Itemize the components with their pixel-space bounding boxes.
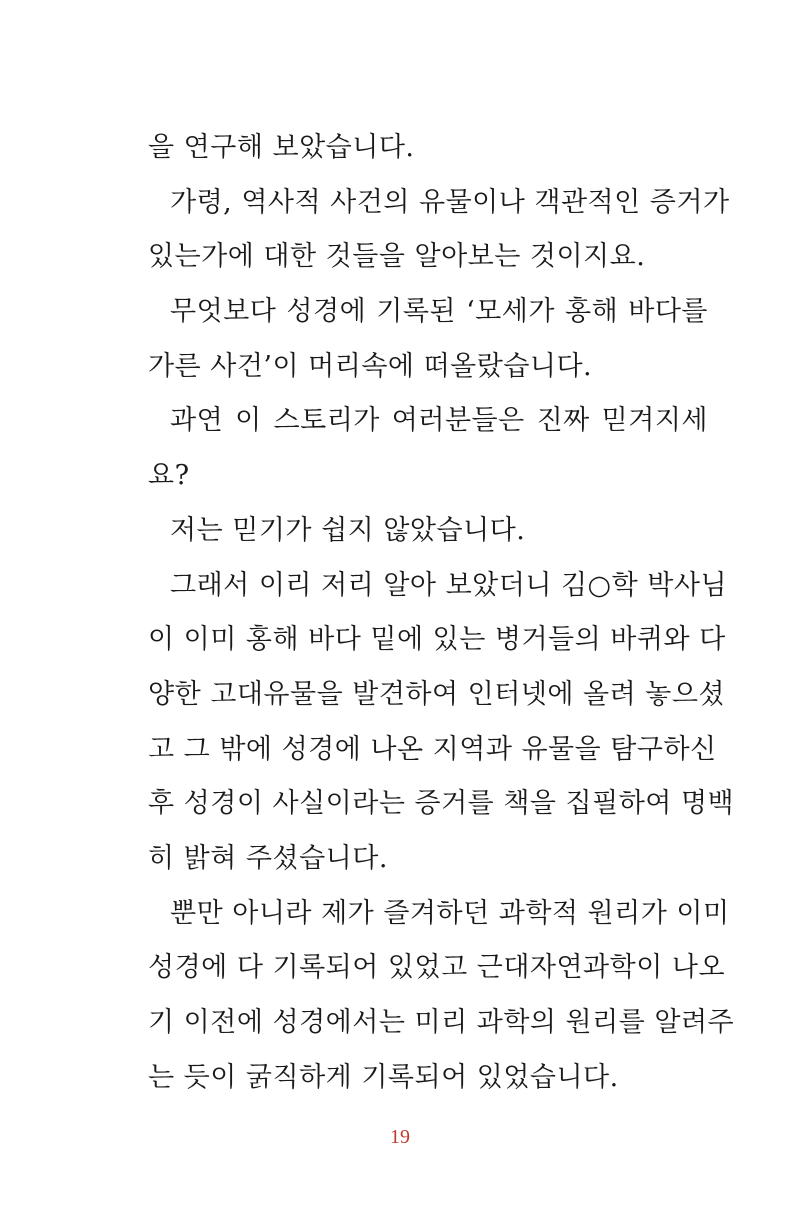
text-line: 저는 믿기가 쉽지 않았습니다. — [170, 514, 526, 546]
text-line: 고 그 밖에 성경에 나온 지역과 유물을 탐구하신 — [148, 733, 717, 765]
text-line: 후 성경이 사실이라는 증거를 책을 집필하여 명백 — [148, 788, 735, 820]
page-number: 19 — [390, 1126, 410, 1148]
text-line: 이 이미 홍해 바다 밑에 있는 병거들의 바퀴와 다 — [148, 624, 726, 656]
text-line: 가른 사건’이 머리속에 떠올랐습니다. — [148, 350, 593, 382]
text-line: 가령, 역사적 사건의 유물이나 객관적인 증거가 — [170, 186, 730, 218]
text-line: 있는가에 대한 것들을 알아보는 것이지요. — [148, 241, 646, 273]
text-line: 기 이전에 성경에서는 미리 과학의 원리를 알려주 — [148, 1007, 735, 1038]
text-line: 그래서 이리 저리 알아 보았더니 김○학 박사님 — [170, 569, 728, 601]
page-body — [148, 121, 735, 1105]
text-line: 을 연구해 보았습니다. — [148, 132, 415, 163]
text-line: 과연 이 스토리가 여러분들은 진짜 믿겨지세 — [170, 405, 708, 437]
text-line: 양한 고대유물을 발견하여 인터넷에 올려 놓으셨 — [148, 678, 726, 710]
text-line: 무엇보다 성경에 기록된 ‘모세가 홍해 바다를 — [170, 296, 708, 328]
text-line: 히 밝혀 주셨습니다. — [148, 842, 388, 874]
text-line: 요? — [148, 460, 190, 492]
text-line: 성경에 다 기록되어 있었고 근대자연과학이 나오 — [148, 952, 726, 984]
text-line: 는 듯이 굵직하게 기록되어 있었습니다. — [148, 1061, 619, 1093]
text-line: 뿐만 아니라 제가 즐겨하던 과학적 원리가 이미 — [170, 897, 730, 929]
